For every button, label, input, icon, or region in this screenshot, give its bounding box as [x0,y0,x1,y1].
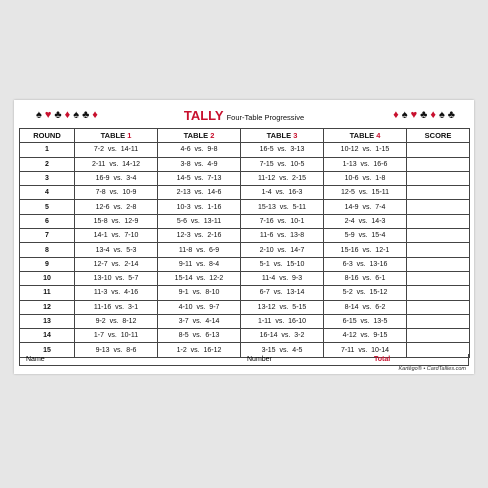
table-1-match: 7-8 vs. 10-9 [75,186,158,200]
table-4-match: 4-12 vs. 9-15 [324,329,407,343]
table-1-match: 9-2 vs. 8-12 [75,314,158,328]
score-cell[interactable] [407,271,470,285]
table-4-match: 5-9 vs. 15-4 [324,229,407,243]
diamond-icon: ♦ [64,109,74,121]
round-number: 9 [20,257,75,271]
table-4-match: 12-5 vs. 15-11 [324,186,407,200]
total-label: Total [374,356,391,363]
table-3-match: 7-16 vs. 10-1 [241,214,324,228]
round-number: 2 [20,157,75,171]
tally-table [19,128,470,358]
table-row [20,271,470,285]
round-number: 8 [20,243,75,257]
table-3-match: 11-6 vs. 13-8 [241,229,324,243]
round-number: 4 [20,186,75,200]
table-1-match: 13-10 vs. 5-7 [75,271,158,285]
score-cell[interactable] [407,257,470,271]
round-number: 13 [20,314,75,328]
table-4-match: 10-12 vs. 1-15 [324,143,407,157]
tally-card [14,100,474,374]
table-2-match: 4-6 vs. 9-8 [158,143,241,157]
table-2-match: 3-8 vs. 4-9 [158,157,241,171]
table-4-match: 10-6 vs. 1-8 [324,171,407,185]
table-1-header [75,129,158,143]
table-number: 1 [127,131,132,141]
spade-icon: ♠ [401,109,411,121]
table-row [20,157,470,171]
club-icon: ♣ [420,109,431,121]
table-3-match: 1-4 vs. 16-3 [241,186,324,200]
table-3-match: 15-13 vs. 5-11 [241,200,324,214]
score-cell[interactable] [407,314,470,328]
round-header: ROUND [20,129,75,143]
club-icon: ♣ [447,109,458,121]
table-3-match: 6-7 vs. 13-14 [241,286,324,300]
table-row [20,300,470,314]
table-3-match: 1-11 vs. 16-10 [241,314,324,328]
table-2-match: 14-5 vs. 7-13 [158,171,241,185]
table-1-match: 12-7 vs. 2-14 [75,257,158,271]
brand-credit: Kartēgo® • CardTallies.com [398,366,466,372]
score-cell[interactable] [407,243,470,257]
table-1-match: 15-8 vs. 12-9 [75,214,158,228]
table-1-match: 9-13 vs. 8-6 [75,343,158,357]
heart-icon: ♥ [44,109,55,121]
spade-icon: ♠ [73,109,83,121]
score-cell[interactable] [407,171,470,185]
table-2-match: 12-3 vs. 2-16 [158,229,241,243]
table-2-match: 8-5 vs. 6-13 [158,329,241,343]
diamond-icon: ♦ [430,109,439,121]
round-number: 11 [20,286,75,300]
score-cell[interactable] [407,200,470,214]
table-2-match: 15-14 vs. 12-2 [158,271,241,285]
table-3-match: 7-15 vs. 10-5 [241,157,324,171]
diamond-icon: ♦ [393,109,402,121]
table-3-match: 16-5 vs. 3-13 [241,143,324,157]
table-4-match: 6-15 vs. 13-5 [324,314,407,328]
score-cell[interactable] [407,300,470,314]
table-1-match: 11-16 vs. 3-1 [75,300,158,314]
table-4-match: 5-2 vs. 15-12 [324,286,407,300]
header-row [20,129,470,143]
round-number: 15 [20,343,75,357]
club-icon: ♣ [82,109,93,121]
score-cell[interactable] [407,286,470,300]
table-1-match: 2-11 vs. 14-12 [75,157,158,171]
table-3-match: 5-1 vs. 15-10 [241,257,324,271]
round-number: 3 [20,171,75,185]
suits-right [393,109,458,121]
score-cell[interactable] [407,157,470,171]
round-number: 10 [20,271,75,285]
tally-header [14,100,474,128]
round-number: 7 [20,229,75,243]
table-3-match: 11-12 vs. 2-15 [241,171,324,185]
table-1-match: 13-4 vs. 5-3 [75,243,158,257]
spade-icon: ♠ [36,109,45,121]
table-row [20,243,470,257]
table-label: TABLE [100,131,126,141]
table-4-header [324,129,407,143]
table-row [20,200,470,214]
table-2-header [158,129,241,143]
table-3-match: 11-4 vs. 9-3 [241,271,324,285]
table-label: TABLE [183,131,209,141]
table-3-match: 3-15 vs. 4-5 [241,343,324,357]
spade-icon: ♠ [438,109,448,121]
table-1-match: 14-1 vs. 7-10 [75,229,158,243]
table-3-match: 13-12 vs. 5-15 [241,300,324,314]
table-2-match: 3-7 vs. 4-14 [158,314,241,328]
table-2-match: 4-10 vs. 9-7 [158,300,241,314]
table-2-match: 9-1 vs. 8-10 [158,286,241,300]
heart-icon: ♥ [410,109,421,121]
table-4-match: 2-4 vs. 14-3 [324,214,407,228]
table-4-match: 7-11 vs. 10-14 [324,343,407,357]
table-4-match: 15-16 vs. 12-1 [324,243,407,257]
table-2-match: 9-11 vs. 8-4 [158,257,241,271]
table-1-match: 7-2 vs. 14-11 [75,143,158,157]
table-2-match: 10-3 vs. 1-16 [158,200,241,214]
table-label: TABLE [266,131,292,141]
table-4-match: 1-13 vs. 16-6 [324,157,407,171]
table-3-header [241,129,324,143]
table-number: 2 [210,131,215,141]
footer-row [19,354,469,366]
table-4-match: 8-16 vs. 6-1 [324,271,407,285]
table-row [20,257,470,271]
number-label: Number [247,356,272,363]
table-row [20,186,470,200]
table-1-match: 11-3 vs. 4-16 [75,286,158,300]
score-cell[interactable] [407,186,470,200]
table-2-match: 1-2 vs. 16-12 [158,343,241,357]
subtitle-text: Four-Table Progressive [226,113,305,122]
diamond-icon: ♦ [92,109,101,121]
score-cell[interactable] [407,143,470,157]
table-2-match: 11-8 vs. 6-9 [158,243,241,257]
table-number: 4 [376,131,381,141]
name-label: Name [26,356,45,363]
round-number: 1 [20,143,75,157]
score-cell[interactable] [407,214,470,228]
table-row [20,143,470,157]
club-icon: ♣ [54,109,65,121]
table-2-match: 2-13 vs. 14-6 [158,186,241,200]
table-row [20,229,470,243]
score-cell[interactable] [407,329,470,343]
title-text: TALLY [183,108,224,123]
round-number: 12 [20,300,75,314]
table-3-match: 16-14 vs. 3-2 [241,329,324,343]
table-2-match: 5-6 vs. 13-11 [158,214,241,228]
table-1-match: 1-7 vs. 10-11 [75,329,158,343]
round-number: 5 [20,200,75,214]
round-number: 14 [20,329,75,343]
score-cell[interactable] [407,229,470,243]
table-row [20,286,470,300]
table-4-match: 8-14 vs. 6-2 [324,300,407,314]
score-header: SCORE [407,129,470,143]
table-number: 3 [293,131,298,141]
table-label: TABLE [349,131,375,141]
table-row [20,329,470,343]
table-row [20,171,470,185]
table-4-match: 6-3 vs. 13-16 [324,257,407,271]
round-number: 6 [20,214,75,228]
table-3-match: 2-10 vs. 14-7 [241,243,324,257]
table-1-match: 12-6 vs. 2-8 [75,200,158,214]
table-row [20,214,470,228]
table-1-match: 16-9 vs. 3-4 [75,171,158,185]
table-4-match: 14-9 vs. 7-4 [324,200,407,214]
table-row [20,314,470,328]
